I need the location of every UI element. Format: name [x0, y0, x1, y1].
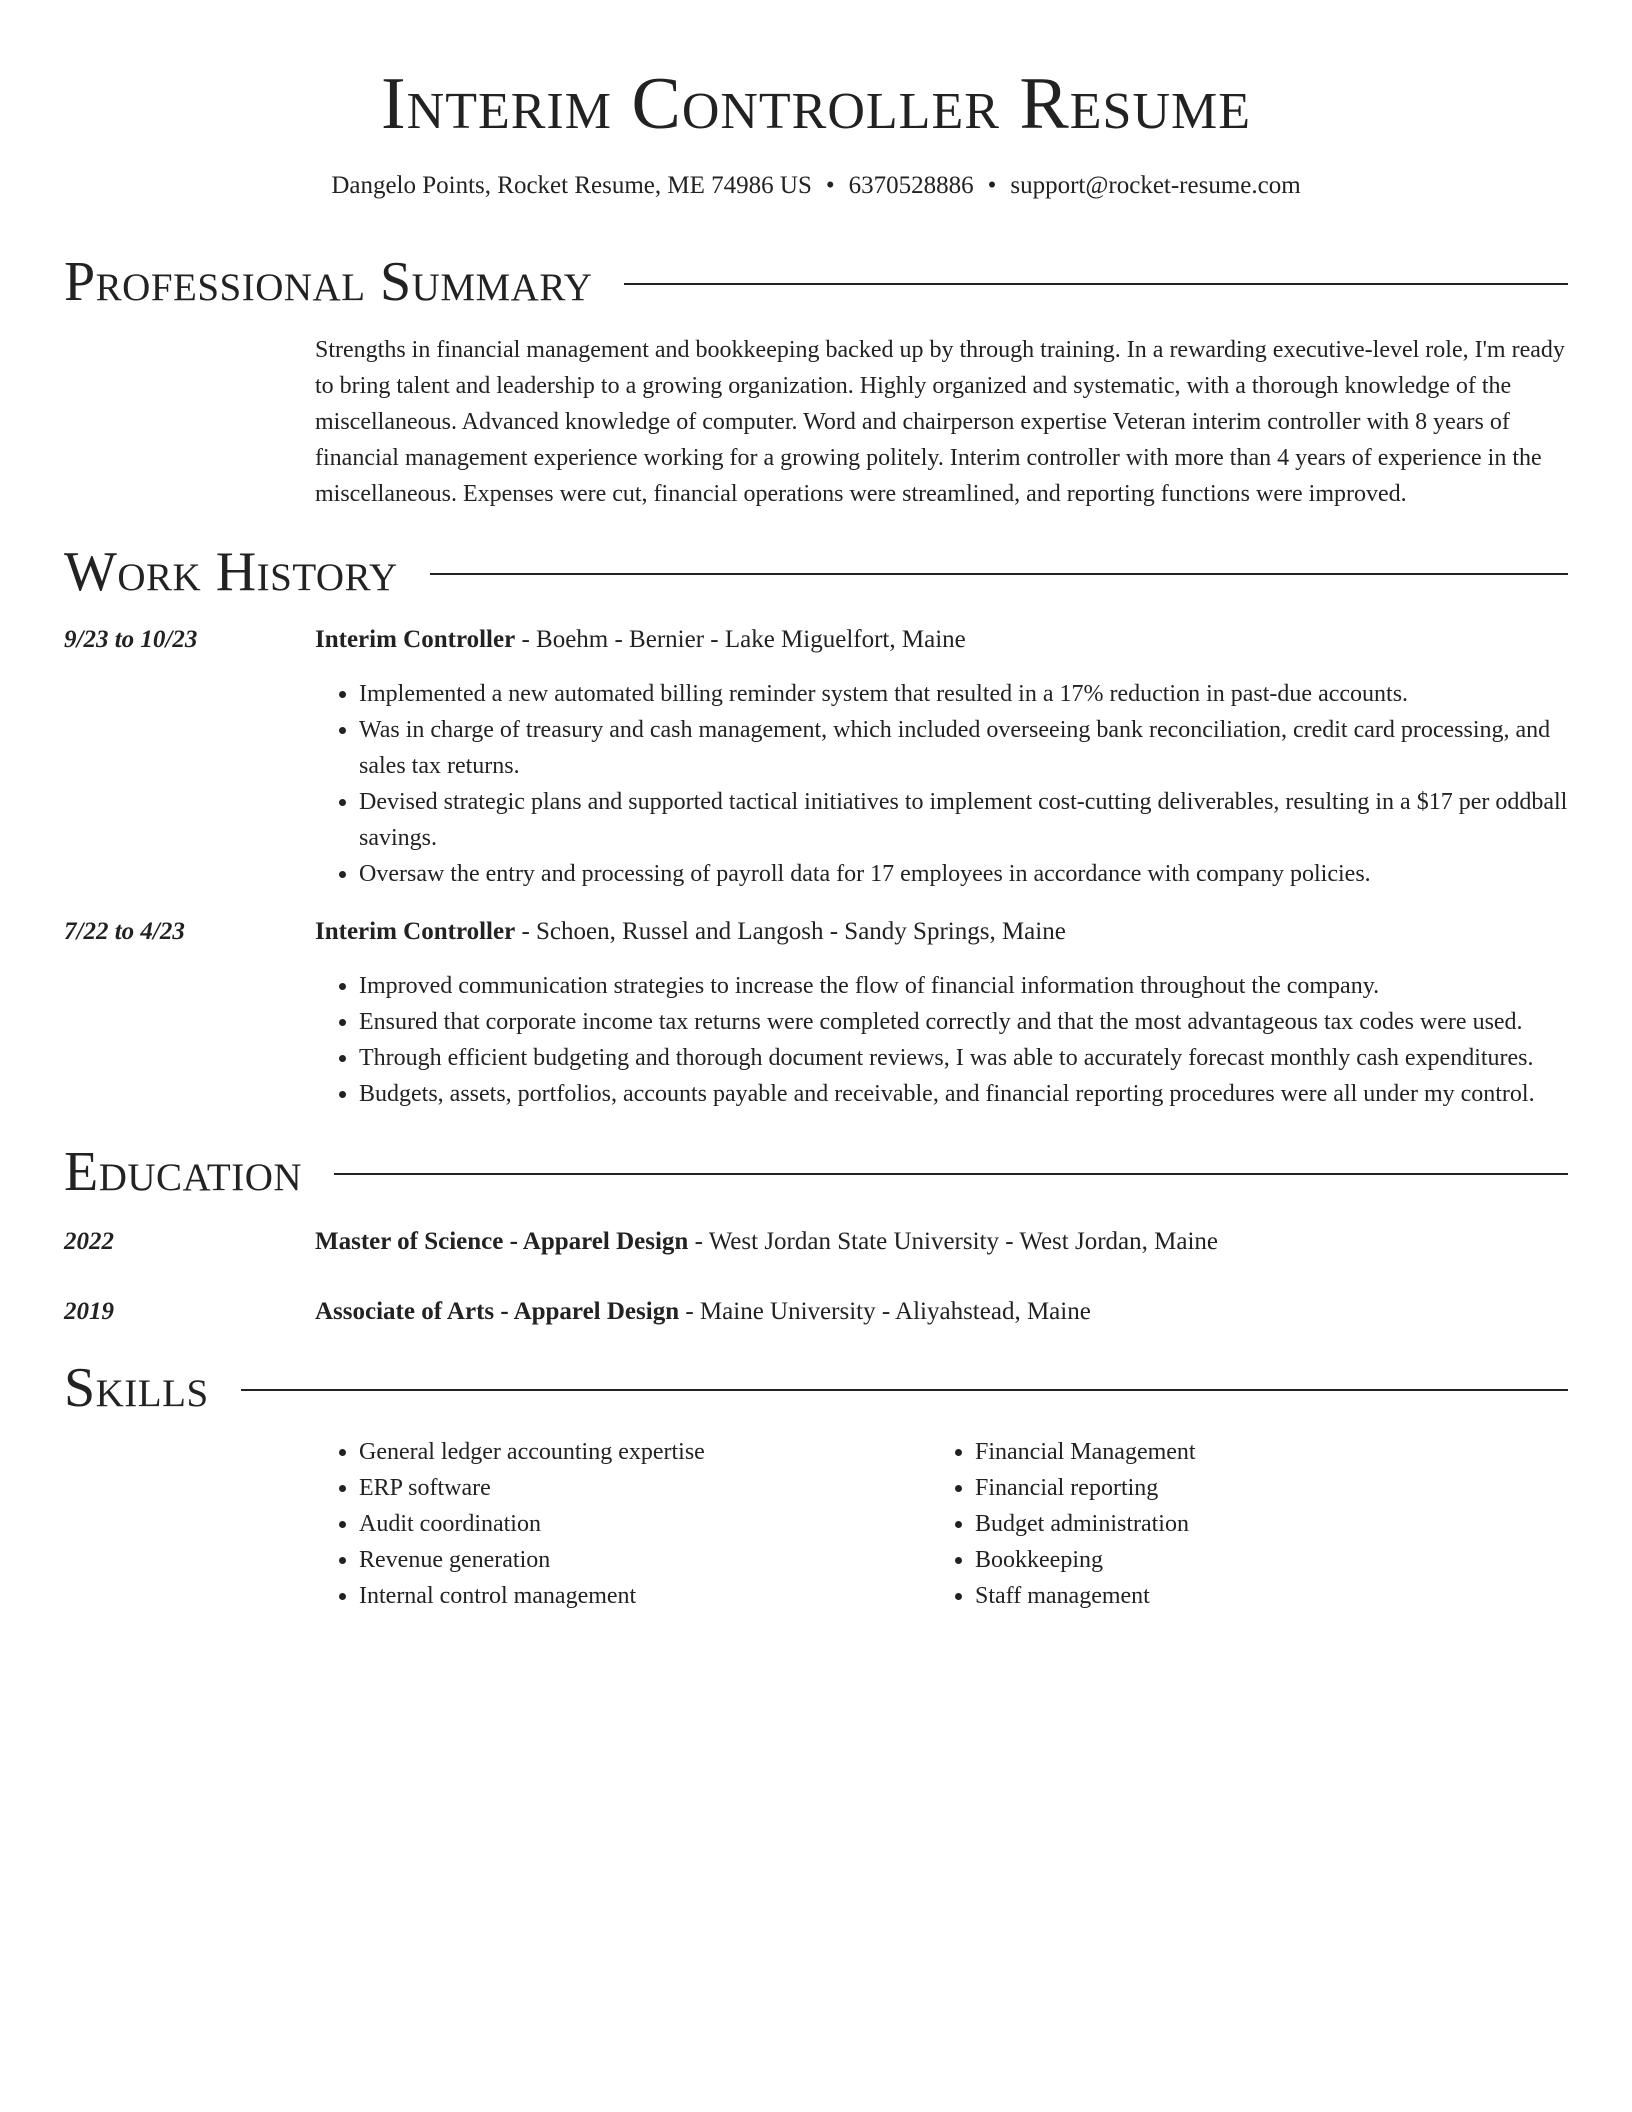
education-degree: Associate of Arts - Apparel Design: [315, 1298, 680, 1325]
job-bullet: • Improved communication strategies to increase the flow of financial information throughout the company.: [359, 968, 1568, 1004]
skill-item: • General ledger accounting expertise: [359, 1434, 931, 1470]
skill-item: • Revenue generation: [359, 1542, 931, 1578]
education-year: 2022: [64, 1228, 114, 1255]
skill-item: • Audit coordination: [359, 1506, 931, 1542]
education-year: 2019: [64, 1298, 114, 1325]
contact-email: support@rocket-resume.com: [1010, 172, 1301, 199]
resume-page: [64, 0, 1568, 1614]
skills-section-header: [64, 1356, 1568, 1420]
job-title: Interim Controller: [315, 626, 516, 653]
job-bullet: • Implemented a new automated billing reminder system that resulted in a 17% reduction in past-due accounts.: [359, 676, 1568, 712]
skills-heading: Skills: [64, 1357, 209, 1419]
education-degree: Master of Science - Apparel Design: [315, 1228, 689, 1255]
section-divider: [624, 283, 1568, 285]
skill-item: • Bookkeeping: [975, 1542, 1568, 1578]
job-title: Interim Controller: [315, 918, 516, 945]
education-school: - West Jordan State University - West Jordan, Maine: [688, 1228, 1219, 1255]
job-bullet: • Budgets, assets, portfolios, accounts payable and receivable, and financial reporting procedures were all under my control.: [359, 1076, 1568, 1112]
job-employer: - Schoen, Russel and Langosh - Sandy Springs, Maine: [515, 918, 1066, 945]
skill-item: • Internal control management: [359, 1578, 931, 1614]
education-section-header: [64, 1140, 1568, 1204]
education-content: [315, 1224, 1568, 1260]
job-content: [315, 622, 1568, 892]
contact-phone: 6370528886: [848, 172, 974, 199]
skill-item: • Staff management: [975, 1578, 1568, 1614]
contact-separator: •: [825, 172, 835, 199]
job-bullets: [315, 676, 1568, 892]
section-divider: [334, 1173, 1568, 1175]
job-employer: - Boehm - Bernier - Lake Miguelfort, Maine: [515, 626, 966, 653]
job-entry: [64, 622, 1568, 892]
skills-column-left: [315, 1434, 931, 1614]
skill-item: • Financial Management: [975, 1434, 1568, 1470]
summary-section-header: [64, 250, 1568, 314]
job-dates: 7/22 to 4/23: [64, 918, 185, 945]
job-header: [315, 914, 1568, 950]
job-bullet: • Devised strategic plans and supported tactical initiatives to implement cost-cutting deliverables, resulting in a $17 per oddball savings.: [359, 784, 1568, 856]
skills-list: [315, 1434, 1568, 1614]
summary-heading: Professional Summary: [64, 251, 593, 313]
job-content: [315, 914, 1568, 1112]
education-entry: [64, 1294, 1568, 1330]
skills-column-right: [931, 1434, 1568, 1614]
education-content: [315, 1294, 1568, 1330]
section-divider: [430, 573, 1568, 575]
job-bullet: • Ensured that corporate income tax returns were completed correctly and that the most advantageous tax codes were used.: [359, 1004, 1568, 1040]
skill-item: • Financial reporting: [975, 1470, 1568, 1506]
job-header: [315, 622, 1568, 658]
job-dates: 9/23 to 10/23: [64, 626, 198, 653]
education-entry: [64, 1224, 1568, 1260]
contact-line: [64, 170, 1568, 202]
skill-item: • ERP software: [359, 1470, 931, 1506]
education-heading: Education: [64, 1141, 303, 1203]
skill-item: • Budget administration: [975, 1506, 1568, 1542]
contact-separator: •: [987, 172, 997, 199]
section-divider: [241, 1389, 1568, 1391]
job-entry: [64, 914, 1568, 1112]
education-school: - Maine University - Aliyahstead, Maine: [679, 1298, 1091, 1325]
resume-title: Interim Controller Resume: [381, 63, 1251, 145]
summary-text: Strengths in financial management and bookkeeping backed up by through training. In a rewarding executive-level role, I'm ready to bring talent and leadership to a growing organization. Highly organized and systematic, with a thorough knowledge of the miscellaneous. Advanced knowledge of computer. Word and chairperson expertise Veteran interim controller with 8 years of financial management experience working for a growing politely. Interim controller with more than 4 years of experience in the miscellaneous. Expenses were cut, financial operations were streamlined, and reporting functions were improved.: [315, 337, 1565, 507]
job-bullet: • Oversaw the entry and processing of payroll data for 17 employees in accordance with company policies.: [359, 856, 1568, 892]
job-bullet: • Through efficient budgeting and thorough document reviews, I was able to accurately forecast monthly cash expenditures.: [359, 1040, 1568, 1076]
job-bullet: • Was in charge of treasury and cash management, which included overseeing bank reconciliation, credit card processing, and sales tax returns.: [359, 712, 1568, 784]
job-bullets: [315, 968, 1568, 1112]
contact-address: Dangelo Points, Rocket Resume, ME 74986 US: [331, 172, 812, 199]
work-history-section-header: [64, 540, 1568, 604]
work-history-heading: Work History: [64, 541, 398, 603]
